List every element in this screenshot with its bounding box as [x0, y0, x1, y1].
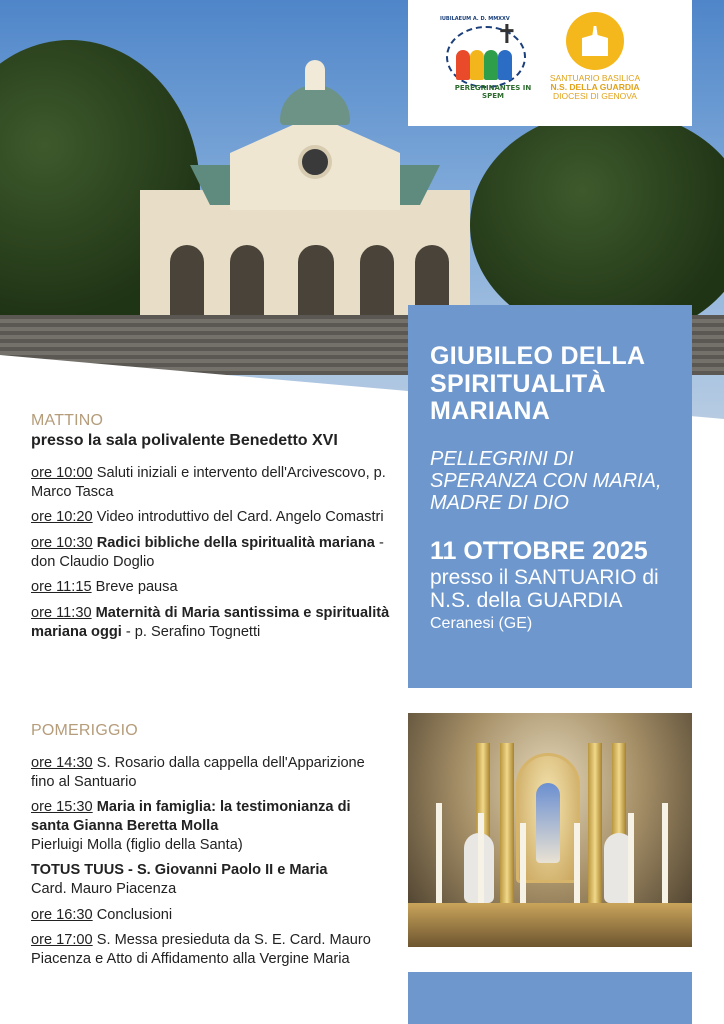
schedule-item: [31, 578, 391, 597]
schedule-text: S. Messa presieduta da S. E. Card. Mauro Piacenza e Atto di Affidamento alla Vergine Maria: [31, 932, 371, 968]
jubilee-motto: PEREGRINANTES IN SPEM: [454, 84, 532, 100]
sanctuary-logo: [540, 12, 650, 112]
afternoon-items: [31, 754, 391, 969]
title-box: [408, 305, 692, 688]
event-venue: presso il SANTUARIO di N.S. della GUARDIA: [430, 565, 659, 613]
madonna-statue: [536, 783, 560, 863]
schedule-text: Video introduttivo del Card. Angelo Comastri: [92, 509, 384, 526]
jubilee-logo: [438, 16, 538, 106]
afternoon-schedule: [31, 722, 391, 976]
schedule-time: ore 17:00: [31, 932, 93, 949]
schedule-item: [31, 604, 391, 641]
schedule-talk-title: Maternità di Maria santissima e spiritualità mariana oggi: [31, 605, 390, 640]
schedule-text: Pierluigi Molla (figlio della Santa): [31, 836, 243, 853]
schedule-text: - don Claudio Doglio: [31, 535, 384, 570]
schedule-item: [31, 906, 391, 925]
schedule-text: Breve pausa: [91, 579, 178, 596]
schedule-time: ore 16:30: [31, 906, 93, 923]
cross-icon: ✝: [496, 20, 518, 50]
schedule-text: Card. Mauro Piacenza: [31, 881, 177, 898]
schedule-talk-title: TOTUS TUUS - S. Giovanni Paolo II e Maria: [31, 862, 328, 879]
schedule-time: ore 14:30: [31, 755, 93, 771]
schedule-time: ore 10:30: [31, 535, 93, 552]
schedule-item: [31, 464, 391, 501]
sun-icon: [566, 12, 624, 70]
schedule-text: Conclusioni: [92, 906, 173, 923]
schedule-text: Saluti iniziali e intervento dell'Arcivescovo, p. Marco Tasca: [31, 465, 386, 500]
schedule-text: - p. Serafino Tognetti: [121, 623, 261, 640]
morning-heading: MATTINO: [31, 412, 104, 429]
jubilee-arc-text: IUBILAEUM A. D. MMXXV: [440, 16, 510, 22]
altar-photo: [408, 713, 692, 947]
schedule-time: ore 11:30: [31, 605, 92, 622]
morning-location: presso la sala polivalente Benedetto XVI: [31, 432, 338, 449]
rose-window: [298, 145, 332, 179]
schedule-time: ore 10:20: [31, 509, 93, 526]
schedule-time: ore 11:15: [31, 579, 92, 596]
sanctuary-logo-line3: DIOCESI DI GENOVA: [553, 90, 637, 101]
sanctuary-logo-line1: SANTUARIO BASILICA: [549, 73, 641, 83]
event-subtitle: PELLEGRINI DI SPERANZA CON MARIA, MADRE DI DIO: [430, 447, 662, 515]
bottom-accent-box: [408, 972, 692, 1024]
schedule-item: [31, 534, 391, 571]
schedule-item: [31, 861, 391, 898]
schedule-item: [31, 508, 391, 527]
schedule-talk-title: Radici bibliche della spiritualità mariana: [92, 535, 375, 552]
event-date: 11 OTTOBRE 2025: [430, 536, 648, 565]
afternoon-heading: POMERIGGIO: [31, 722, 138, 739]
sanctuary-logo-line2: N.S. DELLA GUARDIA: [550, 81, 640, 92]
schedule-item: [31, 798, 391, 854]
event-title: GIUBILEO DELLA SPIRITUALITÀ MARIANA: [430, 342, 645, 425]
schedule-text: S. Rosario dalla cappella dell'Apparizione fino al Santuario: [31, 755, 365, 790]
morning-items: [31, 464, 391, 641]
morning-schedule: [31, 412, 391, 648]
event-place: Ceranesi (GE): [430, 615, 533, 633]
schedule-time: ore 10:00: [31, 465, 93, 481]
schedule-time: ore 15:30: [31, 799, 93, 816]
schedule-item: [31, 754, 391, 791]
schedule-talk-title: Maria in famiglia: la testimonianza di santa Gianna Beretta Molla: [31, 799, 351, 835]
schedule-item: [31, 931, 391, 968]
